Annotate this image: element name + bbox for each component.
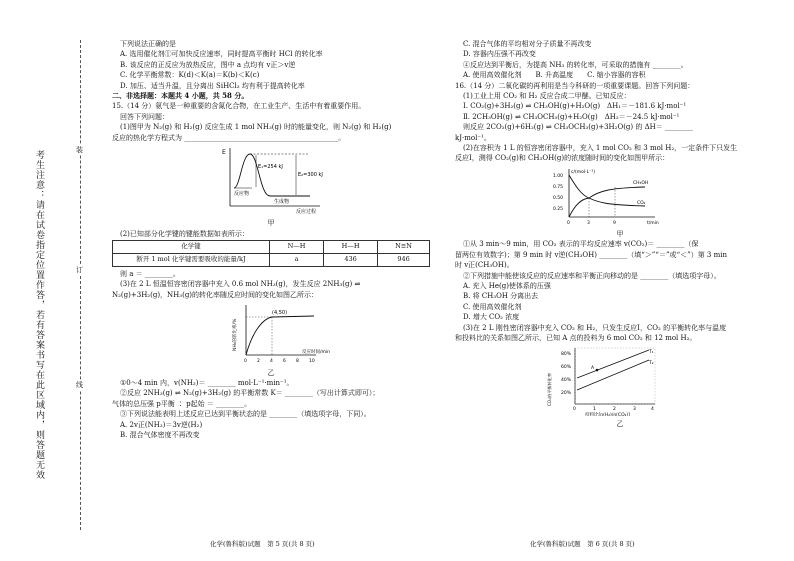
- q15-3-3: ③下列说法能表明上述反应已达到平衡状态的是 ________（填选项字母，下同）。: [120, 410, 371, 419]
- reaction-1: Ⅰ. CO₂(g)+3H₂(g) ⇌ CH₃OH(g)+H₂O(g) ΔH₁＝－181.6 kJ·mol⁻¹: [463, 102, 687, 111]
- q16-heading: 16.（14 分）二氧化碳的再利用是当今科研的一项重要课题。回答下列问题：: [455, 81, 695, 90]
- reaction-3-unit: kJ·mol⁻¹。: [455, 133, 491, 142]
- q16-2-1a: ①从 3 min～9 min，用 CO₂ 表示的平均反应速率 v(CO₂)＝ ________（保: [463, 240, 699, 249]
- section-title: 二、非选择题：本题共 4 小题，共 58 分。: [112, 91, 249, 100]
- q15-sub: 回答下列问题：: [120, 112, 169, 121]
- series-co2-label: CO₂: [637, 200, 646, 206]
- ratio-xtick-2: 2: [613, 407, 616, 413]
- q16-opt-b: B. 将 CH₃OH 分离出去: [463, 292, 539, 301]
- margin-mark-ding: 订: [76, 266, 83, 274]
- option-a: A. 选用催化剂①可加快反应速率，同时提高平衡时 HCl 的转化率: [120, 50, 323, 59]
- margin-notice: 考生注意：请在试卷指定位置作答，若有答案书写在此区域内，则答题无效: [34, 150, 44, 480]
- q15-part2: (2)已知部分化学键的键能数据如表所示：: [120, 229, 249, 238]
- conc-xtick-9: 9: [613, 220, 616, 226]
- reaction-3: 则反应 2CO₂(g)+6H₂(g) ⇌ CH₃OCH₃(g)+3H₂O(g) 的 ΔH＝ ________: [463, 123, 693, 132]
- series-t2-label: T₂: [649, 361, 654, 367]
- ratio-xtick-1: 1: [593, 407, 596, 413]
- q16-part2-line1: (2)在容积为 1 L 的恒容密闭容器中，充入 1 mol CO₂ 和 3 mol H₂，一定条件下只发生: [463, 143, 738, 152]
- conv-tick-2: 2: [257, 359, 260, 365]
- conv-tick-10: 10: [309, 359, 315, 365]
- ratio-y-label: CO₂的平衡转化率: [547, 373, 552, 407]
- table-header-cell: N≡N: [378, 241, 430, 254]
- e1-label: E₁=254 kJ: [258, 163, 283, 170]
- q15-part1-line2: 反应的热化学方程式为 ____________________________________________。: [112, 133, 346, 142]
- series-t2-line: [577, 360, 649, 390]
- option-b: B. 该反应的正反应为放热反应，图中 a 点均有 v正＞v逆: [120, 60, 296, 69]
- figure-concentration-chart: [455, 165, 785, 227]
- margin-mark-zhuang: 装: [76, 146, 83, 154]
- ratio-x-label: 投料比[n(H₂)/n(CO₂)]: [585, 413, 630, 417]
- q16-opt-c: C. 使用高效催化剂: [463, 302, 522, 311]
- point-a: [596, 369, 599, 372]
- e2-label: E₂=300 kJ: [298, 171, 323, 178]
- q16-part3-line1: (3)在 2 L 刚性密闭容器中充入 CO₂ 和 H₂，只发生反应Ⅰ，CO₂ 的平衡转化率与温度: [463, 323, 727, 332]
- right-column: [455, 40, 785, 430]
- ratio-ytick-20: 20%: [561, 391, 572, 397]
- q16-opt-a: A. 充入 He(g)使体系的压强: [463, 282, 551, 291]
- conc-ytick-1: 1.00: [553, 173, 564, 179]
- conv-tick-8: 8: [296, 359, 299, 365]
- conv-point-label: (4,50): [272, 310, 288, 317]
- q15-3-2b: 气体的总压强 p平衡 ∶ p起始 ＝ ________。: [112, 399, 252, 408]
- ratio-ytick-80: 80%: [561, 352, 572, 358]
- q15-opt-c: C. 混合气体的平均相对分子质量不再改变: [463, 40, 592, 48]
- margin-mark-xian: 线: [76, 381, 83, 389]
- table-row: [113, 254, 430, 267]
- conv-tick-0: 0: [244, 359, 247, 365]
- q15-3-2a: ②反应 2NH₃(g) ⇌ N₂(g)+3H₂(g) 的平衡常数 K＝ ________（写出计算式即可）；: [120, 389, 380, 398]
- reaction-2: Ⅱ. 2CH₃OH(g) ⇌ CH₃OCH₃(g)+H₂O(g) ΔH₂＝－24.5 kJ·mol⁻¹: [463, 112, 680, 121]
- binding-margin: [0, 0, 100, 561]
- q15-heading: 15.（14 分）氨气是一种重要的含氮化合物，在工业生产、生活中有着重要作用。: [112, 102, 366, 111]
- series-t1-line: [577, 350, 649, 378]
- figure-conversion-chart: [112, 301, 430, 365]
- table-header-cell: 化学键: [113, 241, 270, 254]
- table-cell: 946: [378, 254, 430, 267]
- conv-x-label: 反应时间/min: [302, 350, 331, 356]
- q16-2-2: ②下列措施中能使该反应的反应速率和平衡正向移动的是 ________（填选项字母）。: [463, 271, 721, 280]
- figure-energy-diagram: [112, 144, 430, 216]
- conc-ytick-075: 0.75: [553, 184, 564, 190]
- page-footer-left: 化学(鲁科版)试题 第 5 页(共 8 页): [210, 540, 315, 548]
- conv-tick-4: 4: [270, 359, 273, 365]
- conc-x-label: t/min: [647, 220, 659, 226]
- q16-part1: (1)工业上用 CO₂ 和 H₂ 反应合成二甲醚。已知反应：: [463, 91, 631, 100]
- table-cell: 436: [324, 254, 378, 267]
- bond-energy-table: [112, 240, 430, 267]
- q15-opt-d: D. 容器内压强不再改变: [463, 50, 536, 59]
- series-t1-label: T₁: [649, 350, 654, 356]
- conv-y-label: NH₃的转化率/%: [233, 318, 238, 352]
- series-ch3oh-label: CH₃OH: [633, 180, 649, 186]
- page-footer-right: 化学(鲁科版)试题 第 6 页(共 8 页): [530, 540, 635, 548]
- conv-tick-6: 6: [283, 359, 286, 365]
- table-cell: 断开 1 mol 化学键需要吸收的能量/kJ: [113, 254, 270, 267]
- q15-part4-options: A. 使用高效催化剂 B. 升高温度 C. 缩小容器的容积: [463, 71, 646, 80]
- figure-yi-caption: 乙: [267, 368, 275, 377]
- left-column: [112, 40, 430, 441]
- binding-dash-line: [80, 40, 81, 530]
- ratio-ytick-60: 60%: [561, 365, 572, 371]
- table-header-cell: H—H: [324, 241, 378, 254]
- figure-jia-caption: 甲: [267, 219, 275, 228]
- question-intro: 下列说法正确的是: [120, 40, 176, 48]
- q15-part2-answer: 则 a ＝ ________。: [120, 270, 180, 279]
- q15-opt-a: A. 2v正(NH₃)＝3v逆(H₂): [120, 420, 203, 429]
- q15-part3-line1: (3)在 2 L 恒温恒容密闭容器中充入 0.6 mol NH₃(g)，发生反应 2NH₃(g) ⇌: [120, 280, 361, 289]
- ratio-grid: [575, 348, 655, 404]
- q15-part1-line1: (1)图甲为 N₂(g) 和 H₂(g) 反应生成 1 mol NH₃(g) 时的能量变化，则 N₂(g) 和 H₂(g): [120, 123, 392, 132]
- q15-part4: ④反应达到平衡后，为提高 NH₃ 的转化率，可采取的措施有 ________。: [463, 60, 688, 69]
- conc-y-label: c/(mol·L⁻¹): [571, 169, 596, 175]
- option-c: C. 化学平衡常数：K(d)＜K(a)＝K(b)＜K(c): [120, 71, 260, 80]
- q16-opt-d: D. 增大 CO₂ 浓度: [463, 313, 520, 322]
- table-header-cell: N—H: [270, 241, 324, 254]
- conc-xtick-3: 3: [587, 220, 590, 226]
- q16-2-1c: 时 v正(CH₃OH)。: [455, 261, 514, 270]
- q16-part2-line2: 反应Ⅰ，测得 CO₂(g)和 CH₃OH(g)的浓度随时间的变化如图甲所示：: [455, 154, 670, 163]
- q16-part3-line2: 和投料比的关系如图乙所示，已知 A 点的投料为 6 mol CO₂ 和 12 mol H₂。: [455, 333, 697, 342]
- q16-2-1b: 留两位有效数字)；第 9 min 时 v逆(CH₃OH) ________（填“＞”“＝”或“＜”）第 3 min: [455, 250, 727, 259]
- q15-3-1: ①0～4 min 内，v(NH₃)＝ ________ mol·L⁻¹·min⁻¹。: [120, 379, 294, 388]
- ratio-xtick-0: 0: [573, 407, 576, 413]
- ratio-ytick-40: 40%: [561, 378, 572, 384]
- figure-jia2-caption: 甲: [616, 230, 624, 239]
- option-d: D. 加压、适当升温，且分离出 SiHCl₃ 均有利于提高转化率: [120, 81, 305, 90]
- conc-ytick-050: 0.50: [553, 195, 564, 201]
- ratio-xtick-3: 3: [633, 407, 636, 413]
- q15-opt-b: B. 混合气体密度不再改变: [120, 430, 200, 439]
- table-cell: a: [270, 254, 324, 267]
- q15-part3-line2: N₂(g)+3H₂(g)，NH₃(g)的转化率随反应时间的变化如图乙所示：: [112, 290, 319, 299]
- conc-xtick-0: 0: [567, 220, 570, 226]
- energy-x-label: 反应过程: [296, 208, 317, 215]
- conc-ytick-025: 0.25: [553, 206, 564, 212]
- reactant-label: 反应物: [234, 190, 250, 197]
- product-label: 生成物: [274, 198, 290, 205]
- figure-ratio-chart: [455, 344, 785, 416]
- ratio-xtick-4: 4: [651, 407, 654, 413]
- table-header-row: [113, 241, 430, 254]
- point-a-label: A: [591, 366, 595, 372]
- energy-y-label: E: [222, 148, 226, 156]
- figure-yi2-caption: 乙: [616, 419, 624, 428]
